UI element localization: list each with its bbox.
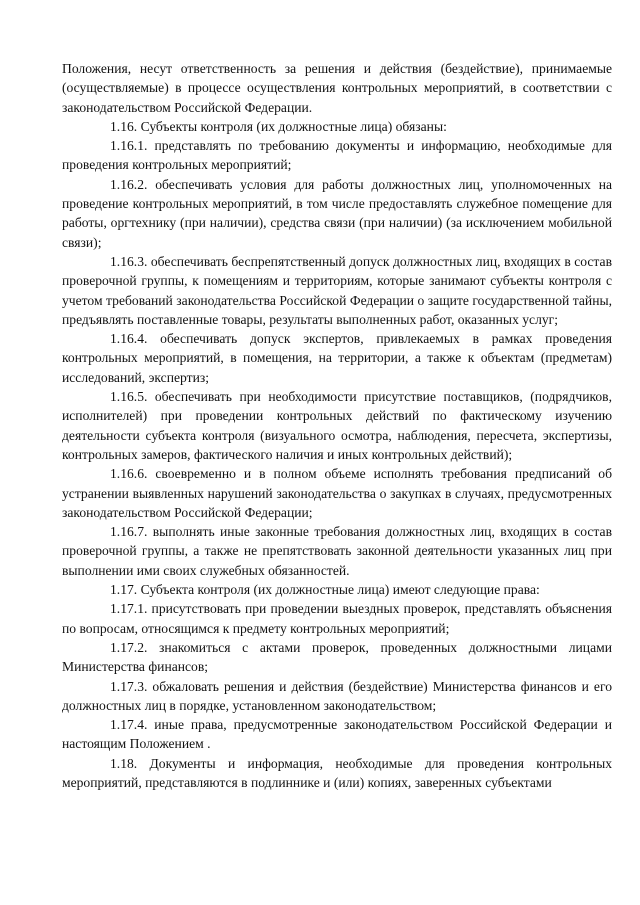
paragraph-1-17-3: 1.17.3. обжаловать решения и действия (бездействие) Министерства финансов и его должностных лиц в порядке, установленном законодательством; (62, 678, 612, 713)
paragraph-1-16-3: 1.16.3. обеспечивать беспрепятственный допуск должностных лиц, входящих в состав проверочной группы, к помещениям и территориям, которые занимают субъекты контроля с учетом требований законодательства Российской Федерации о защите государственной тайны, предъявлять поставленные товары, результаты выполненных работ, оказанных услуг; (62, 253, 612, 327)
paragraph-1-17: 1.17. Субъекта контроля (их должностные лица) имеют следующие права: (110, 582, 540, 598)
paragraph-1-17-2: 1.17.2. знакомиться с актами проверок, проведенных должностными лицами Министерства финансов; (62, 639, 612, 675)
paragraph-1-16-1: 1.16.1. представлять по требованию документы и информацию, необходимые для проведения контрольных мероприятий; (62, 138, 612, 173)
paragraph-1-16-4: 1.16.4. обеспечивать допуск экспертов, привлекаемых в рамках проведения контрольных мероприятий, в помещения, на территории, а также к объектам (предметам) исследований, экспертиз; (62, 331, 612, 385)
paragraph-continuation: Положения, несут ответственность за решения и действия (бездействие), принимаемые (осуществляемые) в процессе осуществления контрольных мероприятий, в соответствии с законодательством Российской Федерации. (62, 61, 612, 115)
paragraph-1-16-2: 1.16.2. обеспечивать условия для работы должностных лиц, уполномоченных на проведение контрольных мероприятий, в том числе предоставлять служебное помещение для работы, оргтехнику (при наличии), средства связи (при наличии) (за исключением мобильной связи); (62, 176, 612, 250)
paragraph-1-16-6: 1.16.6. своевременно и в полном объеме исполнять требования предписаний об устранении выявленных нарушений законодательства о закупках в случаях, предусмотренных законодательством Российской Федерации; (62, 466, 612, 520)
paragraph-1-18: 1.18. Документы и информация, необходимые для проведения контрольных мероприятий, представляются в подлиннике и (или) копиях, заверенных субъектами (62, 755, 612, 790)
document-page (62, 59, 612, 792)
paragraph-1-16: 1.16. Субъекты контроля (их должностные лица) обязаны: (110, 118, 447, 134)
paragraph-1-16-5: 1.16.5. обеспечивать при необходимости присутствие поставщиков, (подрядчиков, исполнителей) при проведении контрольных действий по фактическому изучению деятельности субъекта контроля (визуального осмотра, наблюдения, пересчета, экспертизы, контрольных замеров, фактического наличия и иных контрольных действий); (62, 389, 612, 462)
paragraph-1-16-7: 1.16.7. выполнять иные законные требования должностных лиц, входящих в состав проверочной группы, а также не препятствовать законной деятельности указанных лиц при выполнении ими своих служебных обязанностей. (62, 524, 612, 578)
paragraph-1-17-1: 1.17.1. присутствовать при проведении выездных проверок, представлять объяснения по вопросам, относящимся к предмету контрольных мероприятий; (62, 601, 612, 636)
paragraph-1-17-4: 1.17.4. иные права, предусмотренные законодательством Российской Федерации и настоящим Положением . (62, 717, 612, 752)
